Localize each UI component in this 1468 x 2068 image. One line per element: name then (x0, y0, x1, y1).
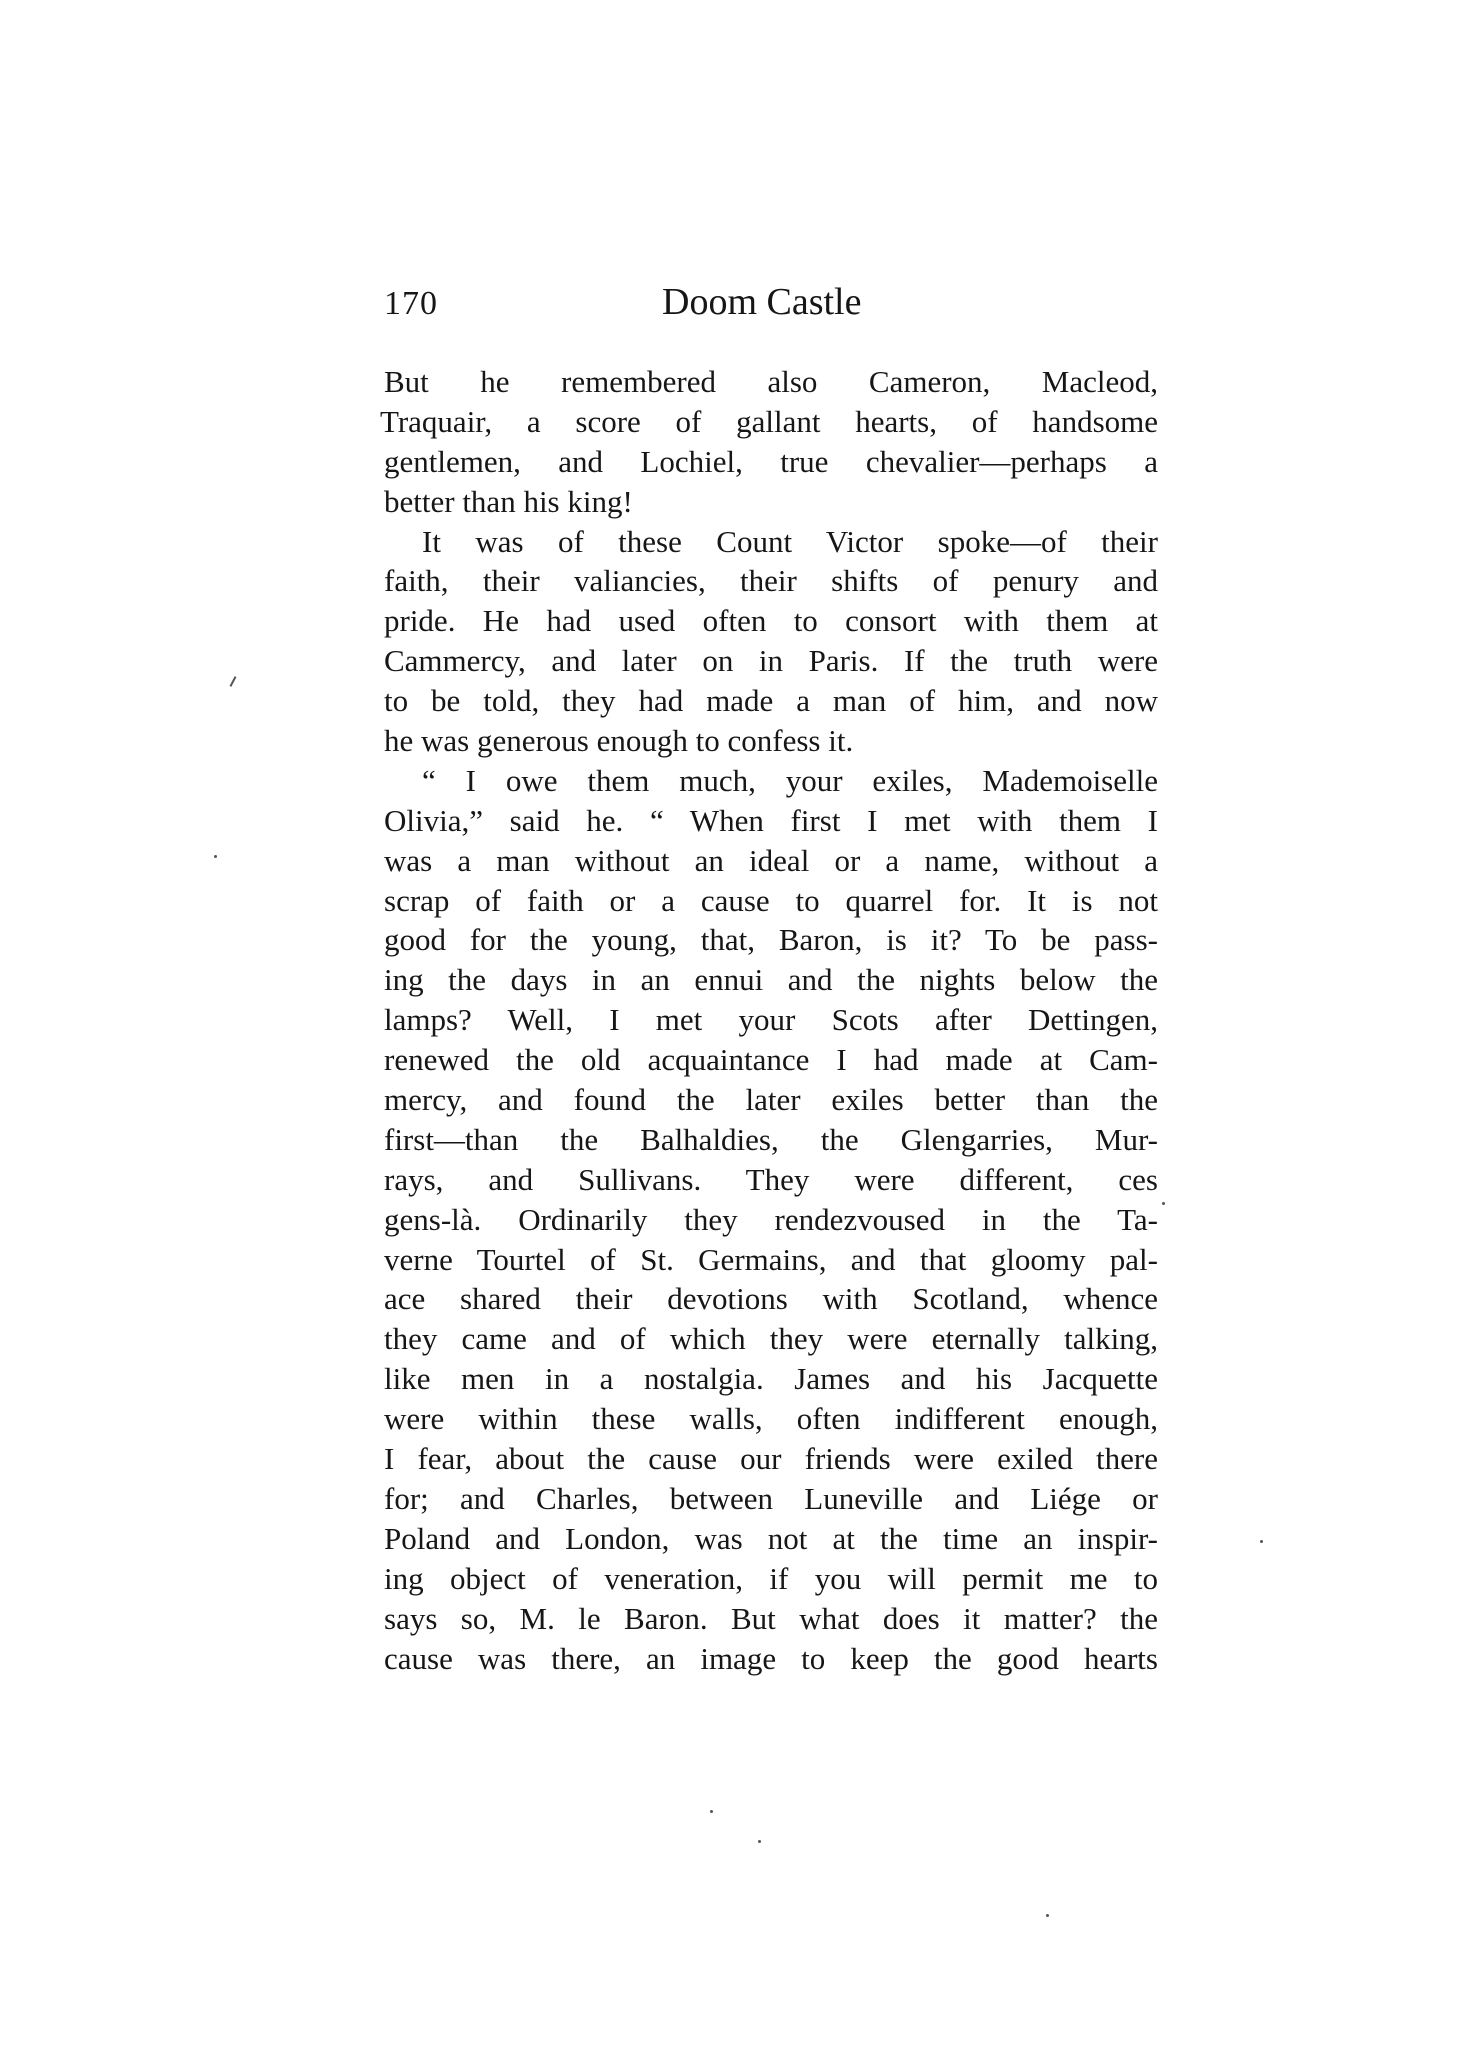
text-line: gentlemen, and Lochiel, true chevalier—perhaps a (384, 443, 1158, 479)
text-line: scrap of faith or a cause to quarrel for. It is not (384, 882, 1158, 918)
text-line: I fear, about the cause our friends were exiled there (384, 1441, 1158, 1477)
text-line: Cammercy, and later on in Paris. If the truth were (384, 643, 1158, 679)
text-line: was a man without an ideal or a name, without a (384, 842, 1158, 878)
scan-speck (710, 1810, 713, 1813)
text-line: they came and of which they were eternally talking, (384, 1321, 1158, 1357)
scan-speck (758, 1840, 761, 1843)
text-line: ing the days in an ennui and the nights below the (384, 962, 1158, 998)
text-line: But he remembered also Cameron, Macleod, (384, 364, 1158, 399)
text-line: better than his king! (384, 483, 633, 519)
running-title: Doom Castle (662, 281, 862, 323)
text-line: Traquair, a score of gallant hearts, of handsome (380, 403, 1158, 439)
text-line: gens-là. Ordinarily they rendezvoused in the Ta- (384, 1201, 1158, 1237)
text-line: for; and Charles, between Luneville and Liége or (384, 1480, 1158, 1516)
text-line: Poland and London, was not at the time an inspir- (384, 1520, 1158, 1556)
text-line: good for the young, that, Baron, is it? To be pass- (384, 922, 1158, 958)
scan-speck (1260, 1540, 1263, 1543)
margin-stroke-mark (230, 676, 237, 687)
text-line: like men in a nostalgia. James and his Jacquette (384, 1361, 1158, 1397)
text-line: pride. He had used often to consort with them at (384, 603, 1158, 639)
text-line: he was generous enough to confess it. (384, 723, 854, 759)
text-line: verne Tourtel of St. Germains, and that gloomy pal- (384, 1241, 1158, 1277)
text-line: were within these walls, often indifferent enough, (384, 1401, 1158, 1437)
text-line: mercy, and found the later exiles better than the (384, 1082, 1158, 1118)
text-line: first—than the Balhaldies, the Glengarries, Mur- (384, 1121, 1158, 1157)
text-line: lamps? Well, I met your Scots after Dettingen, (384, 1002, 1158, 1038)
scan-speck (1162, 1202, 1165, 1205)
page-number: 170 (384, 285, 438, 322)
text-line: renewed the old acquaintance I had made at Cam- (384, 1042, 1158, 1078)
body-text (380, 362, 1158, 1678)
text-line: “ I owe them much, your exiles, Mademoiselle (422, 762, 1158, 798)
text-line: ing object of veneration, if you will permit me to (384, 1560, 1158, 1596)
text-line: faith, their valiancies, their shifts of penury and (384, 563, 1158, 599)
text-line: to be told, they had made a man of him, and now (384, 683, 1158, 719)
text-line: says so, M. le Baron. But what does it matter? the (384, 1600, 1158, 1636)
text-line: Olivia,” said he. “ When first I met with them I (384, 802, 1158, 838)
text-line: ace shared their devotions with Scotland, whence (384, 1281, 1158, 1317)
scan-speck (214, 855, 217, 858)
text-line: It was of these Count Victor spoke—of their (422, 523, 1158, 559)
scan-speck (1046, 1914, 1049, 1917)
running-head (384, 281, 1158, 332)
text-line: rays, and Sullivans. They were different, ces (384, 1161, 1158, 1197)
text-line: cause was there, an image to keep the good hearts (384, 1640, 1158, 1676)
